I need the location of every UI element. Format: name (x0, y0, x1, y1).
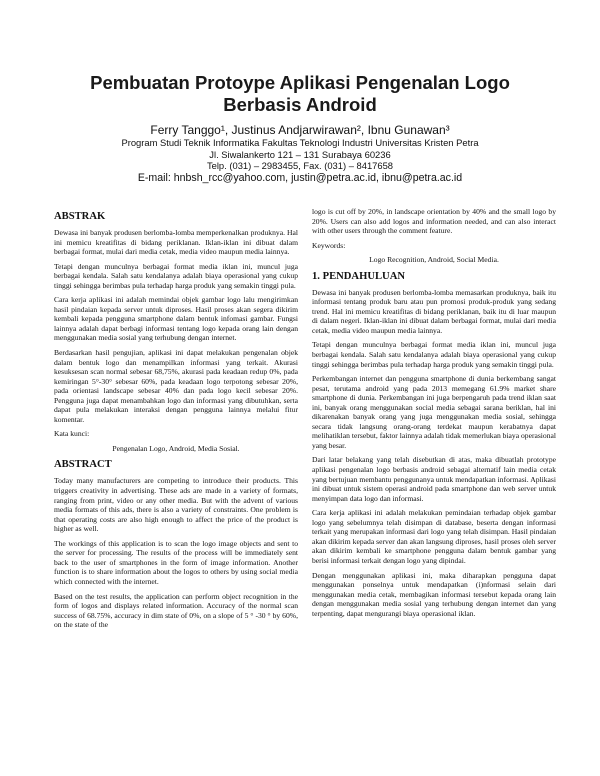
title-line-2: Berbasis Android (223, 94, 377, 115)
kata-kunci-label: Kata kunci: (54, 429, 90, 439)
abstrak-heading: ABSTRAK (54, 211, 106, 222)
abstrak-paragraph: Tetapi dengan munculnya berbagai format media iklan ini, muncul juga berbagai kendala. Salah satu kendalanya adalah biaya operasional yang cukup tinggi sehingga berimbas pula terhadap harga produk yang semakin tinggi pula. (54, 261, 298, 290)
left-column (54, 208, 298, 635)
author-list: Ferry Tanggo¹, Justinus Andjarwirawan², Ibnu Gunawan³ (150, 123, 450, 137)
abstrak-paragraph: Dewasa ini banyak produsen berlomba-lomba memperkenalkan produknya. Hal ini memicu kreatifitas di bidang periklanan. Iklan-iklan ini dibuat dalam berbagai format, mulai dari media cetak, media video maupun media lainnya. (54, 228, 298, 257)
affiliation-line: Program Studi Teknik Informatika Fakultas Teknologi Industri Universitas Kristen Petra (121, 137, 479, 148)
abstract-paragraph: Based on the test results, the application can perform object recognition in the form of logos and displays related information. Accuracy of the normal scan success of 68.75%, accuracy in dim state of 0%, on a slope of 5 ° -30 ° by 60%, on the state of the (54, 591, 298, 630)
section-heading-pendahuluan: 1. PENDAHULUAN (312, 270, 405, 282)
phone-line: Telp. (031) – 2983455, Fax. (031) – 8417658 (206, 160, 394, 171)
body-paragraph: Dari latar belakang yang telah disebutkan di atas, maka dibuatlah prototype aplikasi pengenalan logo berbasis android sebagai alternatif lain media cetak yang bertujuan membantu penggunanya untuk mendapatkan informasi. Aplikasi ini dibuat untuk sistem operasi android pada smartphone dan web server untuk menyimpan data logo dan informasi. (312, 455, 556, 503)
abstract-paragraph: Today many manufacturers are competing to introduce their products. This triggers creativity in advertising. These ads are made in a variety of formats, ranging from print, video or any other media. But with the advent of various media formats of this ads, there is also a variety of constraints. One problem is that operating costs are also high enough to affect the price of the product is higher as well. (54, 476, 298, 534)
address-line: Jl. Siwalankerto 121 – 131 Surabaya 60236 (209, 148, 391, 160)
keywords-label: Keywords: (312, 240, 346, 250)
abstract-continued: logo is cut off by 20%, in landscape orientation by 40% and the small logo by 20%. Users can also add logos and information needed, and can also interact with other users through the comment feature. (312, 207, 556, 236)
email-line: E-mail: hnbsh_rcc@yahoo.com, justin@petra.ac.id, ibnu@petra.ac.id (137, 171, 463, 184)
paper-title (40, 72, 560, 116)
body-paragraph: Cara kerja aplikasi ini adalah melakukan pemindaian terhadap objek gambar logo yang sebelumnya telah disimpan di database, beserta dengan informasi terkait yang merupakan informasi dari logo yang telah disimpan. Hasil pindaian akan dikirim kepada server dan akan langsung diproses, hasil proses oleh server akan dikirim kembali ke smartphone pengguna dalam bentuk gambar yang berisi informasi terkait dengan logo yang dipindai. (312, 508, 556, 565)
abstrak-paragraph: Berdasarkan hasil pengujian, aplikasi ini dapat melakukan pengenalan objek dalam bentuk logo dan menampilkan informasi yang terkait. Akurasi kesuksesan scan normal sebesar 68,75%, akurasi pada keadaan redup 0%, pada kemiringan 5°-30° sebesar 60%, pada keadaan logo terpotong sebesar 20%, pada orientasi landscape sebesar 40% dan pada logo kecil sebesar 20%. Pengguna juga dapat menambahkan logo dan informasi yang dibutuhkan, serta dapat pula melakukan interaksi dengan pengguna lainnya melalui fitur komentar. (54, 348, 298, 424)
kata-kunci-text: Pengenalan Logo, Android, Media Sosial. (112, 443, 240, 453)
paper-header (40, 72, 560, 184)
abstract-paragraph: The workings of this application is to scan the logo image objects and sent to the server for processing. The results of the process will be immediately sent back to the user of smartphones in the form of image information. Another function is to share information about the logos to others by using social media which connected with the internet. (54, 538, 298, 586)
body-paragraph: Perkembangan internet dan pengguna smartphone di dunia berkembang sangat pesat, terutama android yang pada 2013 memegang 61.9% market share smartphone di dunia. Perkembangan ini juga berpengaruh pada trend iklan saat ini, banyak orang menggunakan social media sebagai sarana beriklan, hal ini dikarenakan banyak orang yang juga menggunakan media sosial, sehingga secara tidak langsung orang-orang terdekat maupun kerabatnya dapat melihatiklan tersebut, faktor lainnya adalah tidak memerlukan biaya operasional yang besar. (312, 374, 556, 450)
abstract-heading: ABSTRACT (54, 459, 112, 471)
body-paragraph: Tetapi dengan munculnya berbagai format media iklan ini, muncul juga berbagai kendala. Salah satu kendalanya adalah biaya operasional yang cukup tinggi sehingga berimbas pula terhadap harga produk yang semakin tinggi pula. (312, 340, 556, 369)
title-line-1: Pembuatan Protoype Aplikasi Pengenalan Logo (90, 72, 510, 93)
body-paragraph: Dengan menggunakan aplikasi ini, maka diharapkan pengguna dapat menggunakan ponselnya untuk mendapatkan (i)nformasi selain dari menggunakan media cetak, membagikan informasi tersebut kepada orang lain dengan menggunakan media sosial yang terhubung dengan internet dan yang terpenting, dapat mengurangi biaya operasional iklan. (312, 570, 556, 618)
abstrak-paragraph: Cara kerja aplikasi ini adalah memindai objek gambar logo lalu mengirimkan hasil pindaian kepada server untuk diproses. Hasil proses akan segera dikirim kembali kepada pengguna smartphone dalam bentuk infomasi gambar. Fungsi lainnya adalah dapat berbagi informasi tentang logo kepada orang lain dengan menggunakan media sosial yang terhubung dengan internet. (54, 295, 298, 343)
body-paragraph: Dewasa ini banyak produsen berlomba-lomba memasarkan produknya, baik itu informasi tentang produk baru atau pun promosi produk-produk yang sedang trend. Hal ini memicu kreatifitas di bidang periklanan, baik itu di luar maupun di dalam negeri. Iklan-iklan ini dibuat dalam berbagai format, mulai dari media cetak, media video maupun media lainnya. (312, 287, 556, 335)
keywords-text: Logo Recognition, Android, Social Media. (369, 255, 499, 265)
right-column (312, 207, 556, 623)
